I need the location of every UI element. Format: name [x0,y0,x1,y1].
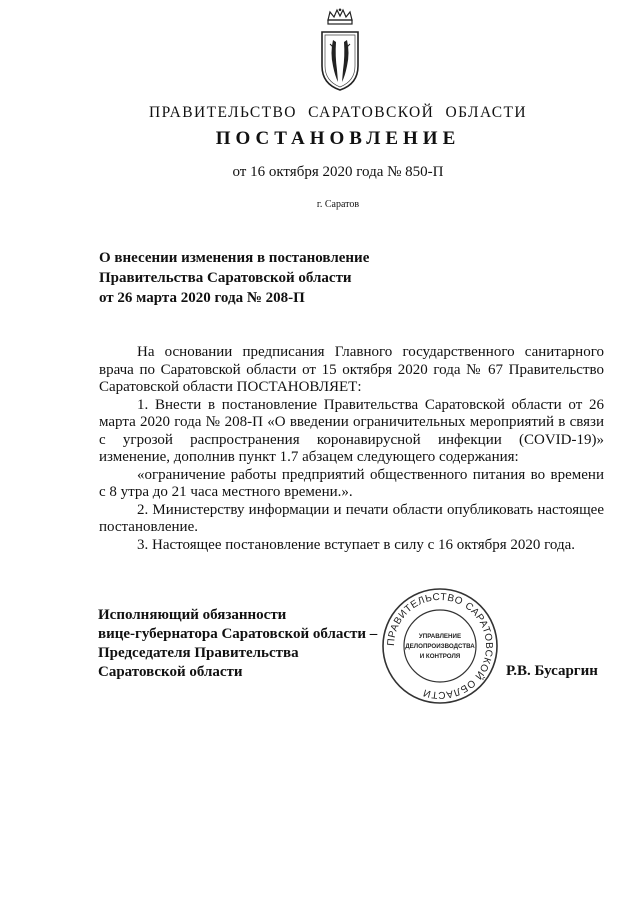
document-subject [99,248,419,308]
body-paragraph: На основании предписания Главного государственного санитарного врача по Саратовской области от 15 октября 2020 года № 67 Правительство Саратовской области ПОСТАНОВЛЯЕТ: [99,344,604,395]
subject-line: О внесении изменения в постановление [99,250,370,266]
stamp-center-line: И КОНТРОЛЯ [419,653,461,660]
stamp-center-line: ДЕЛОПРОИЗВОДСТВА [405,643,475,650]
signature-title-line: Саратовской области [98,664,243,680]
signature-title-line: Исполняющий обязанности [98,607,287,623]
stamp-center-line: УПРАВЛЕНИЕ [418,633,462,640]
signature-title-line: вице-губернатора Саратовской области – [98,626,378,642]
document-type-title: ПОСТАНОВЛЕНИЕ [215,128,461,149]
saratov-coat-of-arms-icon [318,8,362,92]
body-paragraph-quote: «ограничение работы предприятий общественного питания во времени с 8 утра до 21 часа местного времени.». [99,466,604,500]
body-paragraph: 2. Министерству информации и печати области опубликовать настоящее постановление. [99,501,604,535]
stamp-ring-text: ПРАВИТЕЛЬСТВО САРАТОВСКОЙ ОБЛАСТИ [385,591,495,701]
document-city: г. Саратов [316,199,360,210]
signature-block [98,606,398,682]
body-paragraph: 1. Внести в постановление Правительства Саратовской области от 26 марта 2020 года № 208-П «О введении ограничительных мероприятий в связи с угрозой распространения коронавирусной инфекции (COVID-19)» изменение, дополнив пункт 1.7 абзацем следующего содержания: [99,396,604,465]
signature-title-line: Председателя Правительства [98,645,299,661]
document-body [99,344,604,554]
subject-line: от 26 марта 2020 года № 208-П [99,290,305,306]
body-paragraph: 3. Настоящее постановление вступает в силу с 16 октября 2020 года. [137,536,576,553]
organization-name: ПРАВИТЕЛЬСТВО САРАТОВСКОЙ ОБЛАСТИ [149,104,527,121]
document-date-number: от 16 октября 2020 года № 850-П [232,164,444,180]
official-stamp [380,586,500,706]
signer-name: Р.В. Бусаргин [506,663,598,679]
subject-line: Правительства Саратовской области [99,270,352,286]
